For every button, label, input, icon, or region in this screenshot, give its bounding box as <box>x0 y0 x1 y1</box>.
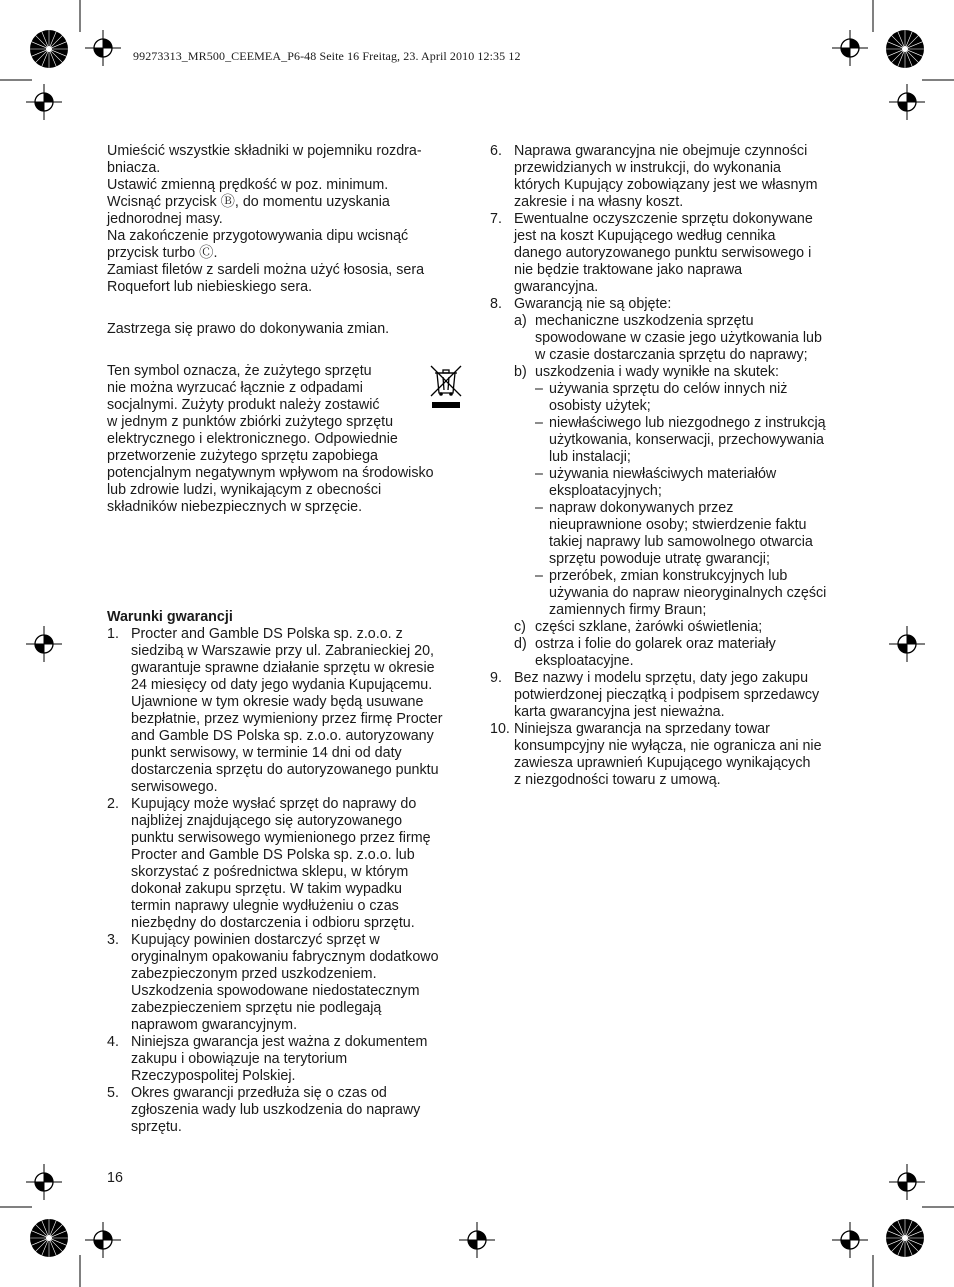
text-line: zawiesza uprawnień Kupującego wynikających <box>514 755 811 771</box>
item-number: 1. <box>107 626 119 642</box>
warranty-item-7 <box>490 211 848 296</box>
text-line: danego autoryzowanego punktu serwisowego i <box>514 245 812 261</box>
text-line: użytkowania, konserwacji, przechowywania <box>549 432 824 448</box>
registration-mark-left-upper <box>24 82 64 122</box>
text-line: nie można wyrzucać łącznie z odpadami <box>107 380 363 396</box>
text-line: Kupujący może wysłać sprzęt do naprawy do <box>131 796 417 812</box>
text-line: eksploatacyjnych; <box>549 483 662 499</box>
text-line: ostrza i folie do golarek oraz materiały <box>535 636 776 652</box>
text-line: przycisk turbo Ⓒ. <box>107 245 218 261</box>
text-line: potencjalnym negatywnym wpływom na środowisko <box>107 465 434 481</box>
registration-mark-left-lower <box>24 1162 64 1202</box>
text-line: używania sprzętu do celów innych niż <box>549 381 788 397</box>
text-line: Ten symbol oznacza, że zużytego sprzętu <box>107 363 372 379</box>
sublist-letter: c) <box>514 619 526 635</box>
dash-bullet: – <box>535 381 543 397</box>
text-line: przewidzianych w instrukcji, do wykonania <box>514 160 781 176</box>
text-line: napraw dokonywanych przez <box>549 500 734 516</box>
text-line: mechaniczne uszkodzenia sprzętu <box>535 313 754 329</box>
text-line: Procter and Gamble DS Polska sp. z.o.o. z <box>131 626 403 642</box>
text-line: Niniejsza gwarancja na sprzedany towar <box>514 721 770 737</box>
registration-mark-top-right <box>830 28 870 68</box>
item-number: 8. <box>490 296 502 312</box>
text-line: zakupu i obowiązuje na terytorium <box>131 1051 348 1067</box>
warranty-item-5 <box>107 1085 467 1136</box>
registration-mark-bottom-center <box>457 1220 497 1260</box>
crossed-out-bin-icon <box>428 363 464 411</box>
text-line: sprzętu. <box>131 1119 182 1135</box>
sublist-item-d <box>514 636 848 670</box>
warranty-item-9 <box>490 670 848 721</box>
sublist-item-c <box>514 619 848 636</box>
item-number: 10. <box>490 721 510 737</box>
left-column <box>107 143 467 1136</box>
dash-bullet: – <box>535 500 543 516</box>
registration-mark-bottom-right <box>830 1220 870 1260</box>
text-line: składników niebezpiecznych w sprzęcie. <box>107 499 363 515</box>
registration-mark-right-lower <box>887 1162 927 1202</box>
text-line: karta gwarancyjna jest nieważna. <box>514 704 725 720</box>
text-line: serwisowego. <box>131 779 218 795</box>
page-number: 16 <box>107 1170 123 1186</box>
text-line: zabezpieczeniem sprzętu nie podlegają <box>131 1000 382 1016</box>
text-line: termin naprawy ulegnie wydłużeniu o czas <box>131 898 399 914</box>
text-line: niezbędny do dostarczenia i odbioru sprzętu. <box>131 915 415 931</box>
text-line: Zamiast filetów z sardeli można użyć łososia, sera <box>107 262 425 278</box>
registration-mark-left-middle <box>24 624 64 664</box>
item-number: 3. <box>107 932 119 948</box>
text-line: części szklane, żarówki oświetlenia; <box>535 619 763 635</box>
warranty-item-2 <box>107 796 467 932</box>
text-line: zamiennych firmy Braun; <box>549 602 707 618</box>
dash-item <box>514 415 848 466</box>
star-target-bottom-right <box>885 1218 925 1258</box>
text-line: zabezpieczonym przed uszkodzeniem. <box>131 966 377 982</box>
text-line: lub zdrowie ludzi, wynikającym z obecności <box>107 482 382 498</box>
text-line: Bez nazwy i modelu sprzętu, daty jego zakupu <box>514 670 809 686</box>
warranty-item-6 <box>490 143 848 211</box>
text-line: Na zakończenie przygotowywania dipu wcisnąć <box>107 228 409 244</box>
print-slug: 99273313_MR500_CEEMEA_P6-48 Seite 16 Freitag, 23. April 2010 12:35 12 <box>133 49 521 63</box>
text-line: gwarantuje sprawne działanie sprzętu w okresie <box>131 660 435 676</box>
dash-item <box>514 568 848 619</box>
text-line: zgłoszenia wady lub uszkodzenia do naprawy <box>131 1102 421 1118</box>
text-line: Ewentualne oczyszczenie sprzętu dokonywane <box>514 211 813 227</box>
sublist-letter: b) <box>514 364 527 380</box>
text-line: w czasie dostarczania sprzętu do naprawy; <box>535 347 808 363</box>
star-target-top-left <box>29 29 69 69</box>
text-line: bezpłatnie, przez wymieniony przez firmę Procter <box>131 711 443 727</box>
item-number: 6. <box>490 143 502 159</box>
warranty-item-3 <box>107 932 467 1034</box>
text-line: Umieścić wszystkie składniki w pojemniku rozdra- <box>107 143 422 159</box>
dash-item <box>514 466 848 500</box>
warranty-heading: Warunki gwarancji <box>107 609 233 625</box>
text-line: których Kupujący zobowiązany jest we własnym <box>514 177 818 193</box>
text-line: nie będzie traktowane jako naprawa <box>514 262 743 278</box>
text-line: Okres gwarancji przedłuża się o czas od <box>131 1085 387 1101</box>
sublist-item-b <box>514 364 848 381</box>
text-line: jest na koszt Kupującego według cennika <box>514 228 776 244</box>
text-line: zakresie i na własny koszt. <box>514 194 684 210</box>
text-line: Ujawnione w tym okresie wady będą usuwane <box>131 694 424 710</box>
dash-item <box>514 500 848 568</box>
text-line: przetworzenie zużytego sprzętu zapobiega <box>107 448 379 464</box>
star-target-top-right <box>885 29 925 69</box>
sublist-item-a <box>514 313 848 364</box>
text-line: skorzystać z pośrednictwa sklepu, w którym <box>131 864 409 880</box>
item-number: 2. <box>107 796 119 812</box>
text-line: socjalnymi. Zużyty produkt należy zostawić <box>107 397 380 413</box>
text-line: Uszkodzenia spowodowane niedostatecznym <box>131 983 420 999</box>
text-line: używania do napraw nieoryginalnych części <box>549 585 827 601</box>
item-number: 9. <box>490 670 502 686</box>
text-line: and Gamble DS Polska sp. z.o.o. autoryzowany <box>131 728 434 744</box>
registration-mark-bottom-left <box>83 1220 123 1260</box>
text-line: sprzętu powoduje utratę gwarancji; <box>549 551 770 567</box>
text-line: naprawom gwarancyjnym. <box>131 1017 298 1033</box>
text-line: przeróbek, zmian konstrukcyjnych lub <box>549 568 788 584</box>
text-line: 24 miesięcy od daty jego wydania Kupującemu. <box>131 677 433 693</box>
text-line: takiej naprawy lub samowolnego otwarcia <box>549 534 813 550</box>
text-line: punktu serwisowego wymienionego przez firmę <box>131 830 431 846</box>
text-line: punkt serwisowy, w terminie 14 dni od daty <box>131 745 402 761</box>
disposal-notice <box>107 363 467 516</box>
text-line: nieuprawnione osoby; stwierdzenie faktu <box>549 517 807 533</box>
text-line: niewłaściwego lub niezgodnego z instrukcją <box>549 415 826 431</box>
recipe-instructions <box>107 143 467 296</box>
text-line: eksploatacyjne. <box>535 653 634 669</box>
text-line: Ustawić zmienną prędkość w poz. minimum. <box>107 177 389 193</box>
item-number: 4. <box>107 1034 119 1050</box>
text-line: uszkodzenia i wady wynikłe na skutek: <box>535 364 779 380</box>
dash-bullet: – <box>535 466 543 482</box>
text-line: oryginalnym opakowaniu fabrycznym dodatkowo <box>131 949 439 965</box>
star-target-bottom-left <box>29 1218 69 1258</box>
registration-mark-right-middle <box>887 624 927 664</box>
text-line: osobisty użytek; <box>549 398 651 414</box>
item-number: 5. <box>107 1085 119 1101</box>
text-line: Naprawa gwarancyjna nie obejmuje czynności <box>514 143 808 159</box>
text-line: Kupujący powinien dostarczyć sprzęt w <box>131 932 380 948</box>
text-line: z niezgodności towaru z umową. <box>514 772 721 788</box>
text-line: używania niewłaściwych materiałów <box>549 466 777 482</box>
registration-mark-right-upper <box>887 82 927 122</box>
text-line: elektrycznego i elektronicznego. Odpowiednie <box>107 431 398 447</box>
text-line: najbliżej znajdującego się autoryzowanego <box>131 813 403 829</box>
registration-mark-top-left <box>83 28 123 68</box>
dash-bullet: – <box>535 415 543 431</box>
right-column <box>490 143 848 789</box>
dash-item <box>514 381 848 415</box>
warranty-item-10 <box>490 721 848 789</box>
warranty-item-8 <box>490 296 848 670</box>
sublist-letter: a) <box>514 313 527 329</box>
text-line: lub instalacji; <box>549 449 631 465</box>
text-line: w jednym z punktów zbiórki zużytego sprzętu <box>107 414 394 430</box>
text-line: dokonał zakupu sprzętu. W takim wypadku <box>131 881 402 897</box>
text-line: Roquefort lub niebieskiego sera. <box>107 279 313 295</box>
text-line: jednorodnej masy. <box>107 211 223 227</box>
text-line: konsumpcyjny nie wyłącza, nie ogranicza ani nie <box>514 738 822 754</box>
sublist-letter: d) <box>514 636 527 652</box>
warranty-item-4 <box>107 1034 467 1085</box>
item-number: 7. <box>490 211 502 227</box>
text-line: spowodowane w czasie jego użytkowania lub <box>535 330 822 346</box>
text-line: Gwarancją nie są objęte: <box>514 296 672 312</box>
text-line: Procter and Gamble DS Polska sp. z.o.o. lub <box>131 847 415 863</box>
warranty-item-1 <box>107 626 467 796</box>
text-line: siedzibą w Warszawie przy ul. Zabranieckiej 20, <box>131 643 434 659</box>
text-line: Rzeczypospolitej Polskiej. <box>131 1068 296 1084</box>
text-line: gwarancyjna. <box>514 279 599 295</box>
text-line: Wcisnąć przycisk Ⓑ, do momentu uzyskania <box>107 194 390 210</box>
text-line: bniacza. <box>107 160 161 176</box>
text-line: Niniejsza gwarancja jest ważna z dokumentem <box>131 1034 428 1050</box>
text-line: potwierdzonej pieczątką i podpisem sprzedawcy <box>514 687 820 703</box>
dash-bullet: – <box>535 568 543 584</box>
changes-notice: Zastrzega się prawo do dokonywania zmian. <box>107 321 390 337</box>
text-line: dostarczenia sprzętu do autoryzowanego punktu <box>131 762 439 778</box>
